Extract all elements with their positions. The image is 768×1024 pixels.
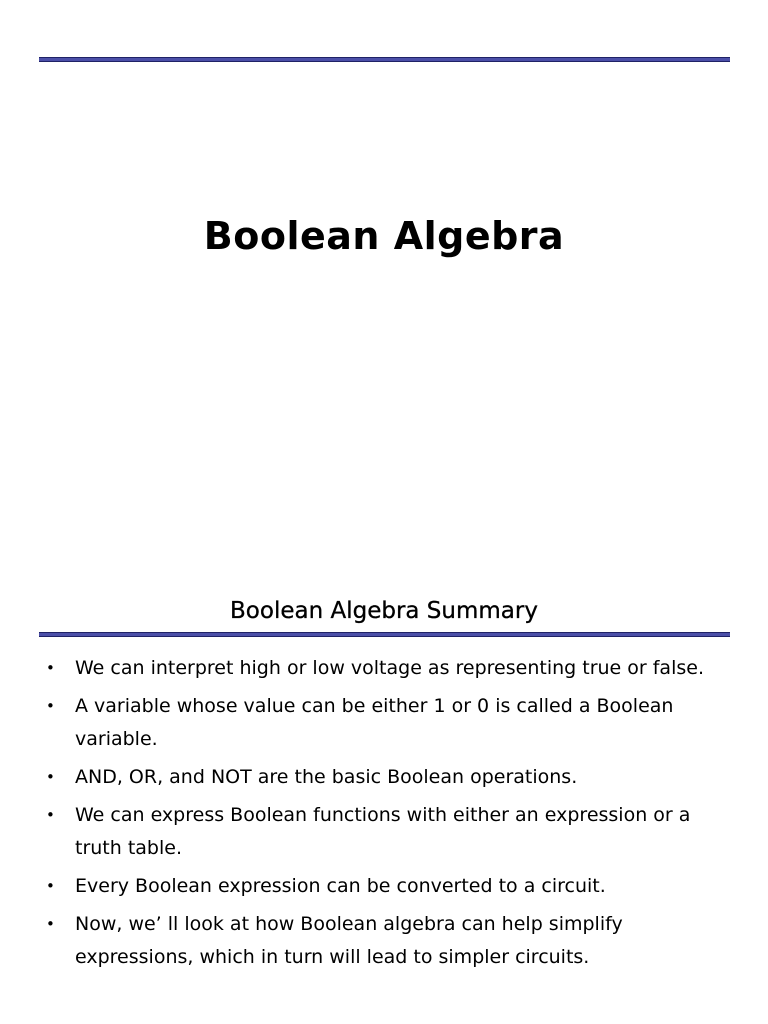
title-divider-top <box>39 57 730 62</box>
bullet-item <box>40 908 730 974</box>
bullet-text: A variable whose value can be either 1 or 0 is called a Boolean variable. <box>75 695 674 750</box>
bullet-item <box>40 652 730 685</box>
slide-title: Boolean Algebra <box>203 214 565 258</box>
bullet-icon: • <box>46 768 55 786</box>
summary-divider <box>39 632 730 637</box>
bullet-icon: • <box>46 806 55 824</box>
bullet-item <box>40 799 730 865</box>
bullet-item <box>40 870 730 903</box>
bullet-item <box>40 690 730 756</box>
bullet-icon: • <box>46 877 55 895</box>
bullet-item <box>40 761 730 794</box>
bullet-text: Every Boolean expression can be converted to a circuit. <box>75 875 606 897</box>
bullet-icon: • <box>46 915 55 933</box>
summary-bullet-list <box>40 652 730 979</box>
bullet-text: AND, OR, and NOT are the basic Boolean operations. <box>75 766 578 788</box>
bullet-text: We can interpret high or low voltage as representing true or false. <box>75 657 704 679</box>
bullet-icon: • <box>46 659 55 677</box>
bullet-icon: • <box>46 697 55 715</box>
summary-slide-title: Boolean Algebra Summary <box>230 598 538 624</box>
bullet-text: Now, we’ ll look at how Boolean algebra can help simplify expressions, which in turn will lead to simpler circuits. <box>75 913 623 968</box>
bullet-text: We can express Boolean functions with either an expression or a truth table. <box>75 804 691 859</box>
